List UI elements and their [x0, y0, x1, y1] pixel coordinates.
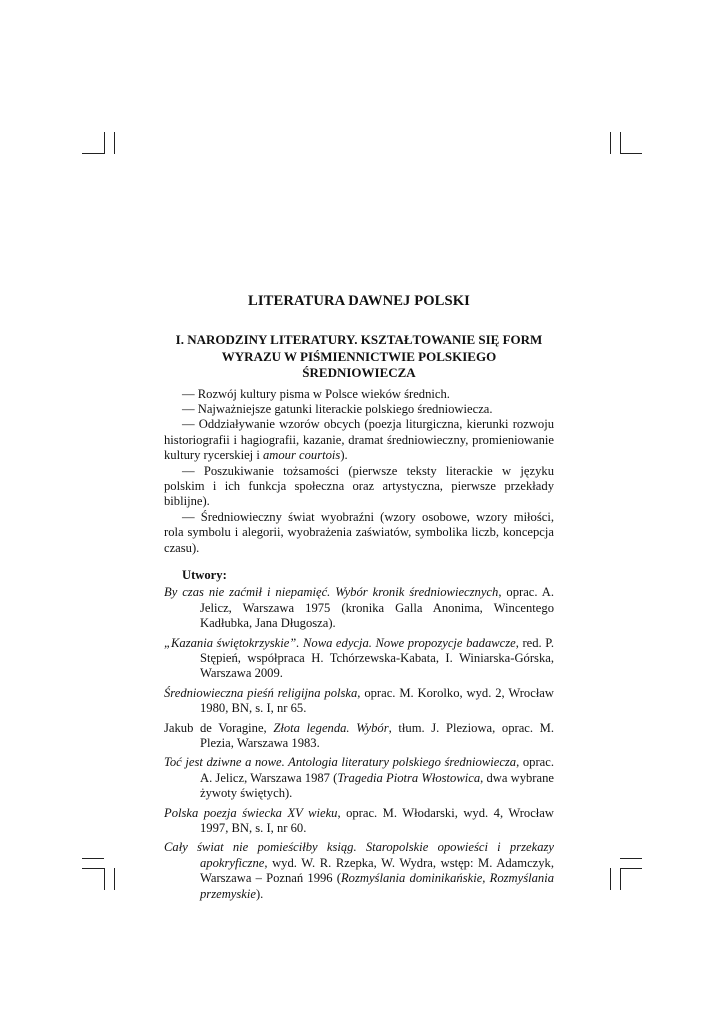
chapter-title-line-2: WYRAZU W PIŚMIENNICTWIE POLSKIEGO ŚREDNIOWIECZA [221, 348, 497, 380]
bibliography-entry [164, 755, 554, 801]
topic-item [164, 417, 554, 463]
entry-text: , oprac. M. Korolko, wyd. 2, Wrocław 1980, BN, s. I, nr 65. [200, 685, 554, 716]
entry-text: , dwa wybrane żywoty świętych). [200, 770, 554, 801]
topic-item: — Średniowieczny świat wyobraźni (wzory osobowe, wzory miłości, rola symbolu i alegorii, wyobrażenia zaświatów, symbolika liczb, koncepcja czasu). [164, 509, 554, 555]
entry-text: Jakub de Voragine, [164, 720, 274, 735]
chapter-title-line-1: I. NARODZINY LITERATURY. KSZTAŁTOWANIE SIĘ FORM [175, 332, 543, 347]
bibliography-entry [164, 806, 554, 837]
bibliography-entry [164, 840, 554, 902]
entry-title: Rozmyślania dominikańskie, Rozmyślania przemyskie [200, 871, 555, 901]
entry-title: By czas nie zaćmił i niepamięć. Wybór kronik średniowiecznych [164, 585, 499, 600]
works-heading: Utwory: [182, 567, 227, 582]
entry-title: Średniowieczna pieśń religijna polska [164, 685, 358, 700]
entry-title: „Kazania świętokrzyskie”. Nowa edycja. Nowe propozycje badawcze [164, 635, 516, 650]
bibliography-entry [164, 721, 554, 752]
entry-title: Cały świat nie pomieściłby ksiąg. Staropolskie opowieści i przekazy apokryficzne [164, 840, 554, 870]
page-body [164, 292, 554, 906]
topic-item: — Rozwój kultury pisma w Polsce wieków średnich. [182, 386, 450, 401]
entry-title: Polska poezja świecka XV wieku [164, 805, 338, 820]
entry-text: , tłum. J. Pleziowa, oprac. M. Plezia, Warszawa 1983. [200, 720, 554, 751]
topics-list [164, 387, 554, 556]
bibliography-entry [164, 585, 554, 631]
topic-text: — Oddziaływanie wzorów obcych (poezja liturgiczna, kierunki rozwoju historiografii i hagiografii, kazanie, dramat średniowieczny, promieniowanie kultury rycerskiej i [164, 417, 554, 463]
topic-text: ). [340, 448, 348, 463]
topic-item: — Najważniejsze gatunki literackie polskiego średniowiecza. [182, 401, 493, 416]
entry-text: ). [255, 886, 264, 901]
entry-text: , oprac. M. Włodarski, wyd. 4, Wrocław 1997, BN, s. I, nr 60. [200, 805, 554, 836]
page-title: LITERATURA DAWNEJ POLSKI [248, 293, 470, 309]
works-list [164, 585, 554, 902]
entry-text: , wyd. W. R. Rzepka, W. Wydra, wstęp: M. Adamczyk, Warszawa – Poznań 1996 ( [200, 855, 554, 886]
entry-text: , oprac. A. Jelicz, Warszawa 1987 ( [200, 755, 554, 785]
entry-title: Toć jest dziwne a nowe. Antologia literatury polskiego średniowiecza [164, 755, 517, 770]
bibliography-entry [164, 636, 554, 682]
entry-text: , oprac. A. Jelicz, Warszawa 1975 (kronika Galla Anonima, Wincentego Kadłubka, Jana Długosza). [200, 585, 555, 631]
topic-item: — Poszukiwanie tożsamości (pierwsze teksty literackie w języku polskim i ich funkcja społeczna oraz artystyczna, pierwsze przekłady biblijne). [164, 463, 554, 509]
entry-title: Złota legenda. Wybór [273, 720, 389, 735]
entry-title: Tragedia Piotra Włostowica [337, 770, 481, 785]
entry-text: , red. P. Stępień, współpraca H. Tchórzewska-Kabata, I. Winiarska-Górska, Warszawa 2009. [200, 635, 554, 681]
bibliography-entry [164, 686, 554, 717]
topic-italic: amour courtois [262, 448, 341, 463]
chapter-title [164, 332, 554, 382]
